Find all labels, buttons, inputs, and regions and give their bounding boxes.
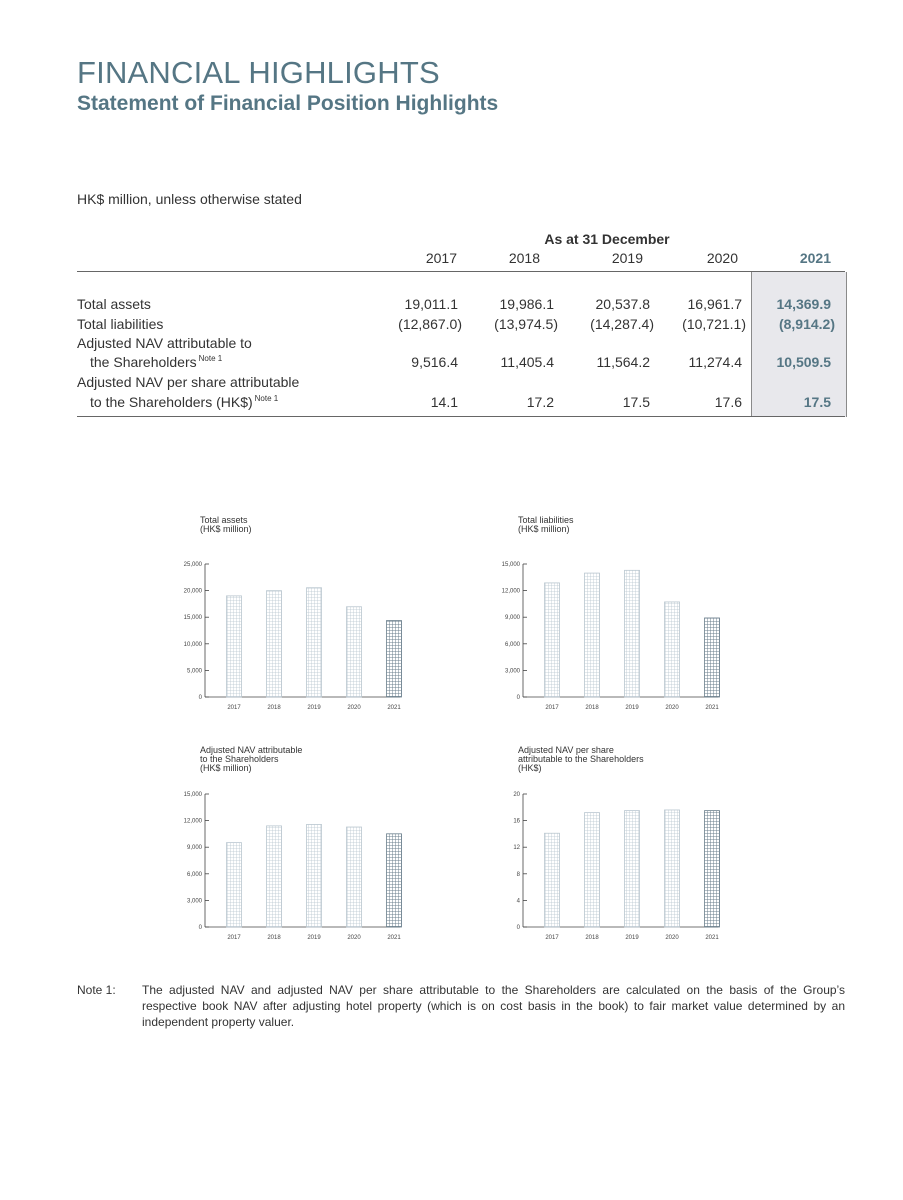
bar-2019 [307, 588, 322, 697]
row-label: Total assets [77, 296, 151, 312]
x-tick-label: 2017 [545, 705, 559, 711]
bar-chart-svg [155, 516, 445, 716]
x-tick-label: 2019 [625, 935, 639, 941]
note-ref: Note 1 [254, 394, 279, 403]
table-cell: 17.2 [526, 394, 554, 410]
y-tick-label: 0 [516, 925, 520, 931]
table-cell-highlight: 10,509.5 [776, 354, 831, 370]
table-cell-highlight: 17.5 [803, 394, 831, 410]
year-header: 2019 [611, 250, 643, 266]
table-cell: 11,564.2 [596, 354, 650, 370]
bar-2018 [585, 813, 600, 927]
x-tick-label: 2017 [227, 935, 241, 941]
x-tick-label: 2021 [387, 705, 401, 711]
table-cell: 16,961.7 [687, 296, 742, 312]
bar-2018 [267, 826, 282, 927]
bar-2018 [585, 573, 600, 697]
bar-2021 [705, 618, 720, 697]
page-title: FINANCIAL HIGHLIGHTS [77, 55, 440, 90]
table-cell: 20,537.8 [595, 296, 650, 312]
chart-title: Adjusted NAV attributable to the Shareholders (HK$ million) [200, 745, 303, 773]
y-tick-label: 10,000 [183, 641, 202, 648]
table-cell: 19,986.1 [499, 296, 554, 312]
bar-chart-svg [473, 746, 763, 946]
table-cell: 9,516.4 [411, 354, 458, 370]
y-tick-label: 20,000 [183, 588, 202, 595]
y-tick-label: 4 [516, 898, 520, 905]
x-tick-label: 2020 [665, 935, 679, 941]
bar-2019 [625, 811, 640, 927]
x-tick-label: 2020 [347, 705, 361, 711]
x-tick-label: 2020 [665, 705, 679, 711]
x-tick-label: 2017 [227, 705, 241, 711]
y-tick-label: 15,000 [183, 792, 202, 798]
x-tick-label: 2019 [625, 705, 639, 711]
chart-title: Adjusted NAV per share attributable to the Shareholders (HK$) [518, 745, 644, 773]
row-label: the Shareholders $^{Note 1}$ [90, 354, 223, 370]
x-tick-label: 2018 [267, 935, 281, 941]
bar-2021 [387, 621, 402, 697]
bar-2017 [227, 843, 242, 927]
x-tick-label: 2019 [307, 935, 321, 941]
x-tick-label: 2018 [267, 705, 281, 711]
x-tick-label: 2021 [705, 935, 719, 941]
table-cell: 17.6 [714, 394, 742, 410]
note-ref: Note 1 [198, 354, 223, 363]
chart-title: Total assets (HK$ million) [200, 515, 252, 534]
row-label: to the Shareholders (HK$) $^{Note 1}$ [90, 394, 279, 410]
footnote-text: The adjusted NAV and adjusted NAV per share attributable to the Shareholders are calculated on the basis of the Group’s respective book NAV after adjusting hotel property (which is on cost basis in the book) to fair market value determined by an independent property valuer. [142, 983, 845, 1029]
chart-total-assets [155, 516, 445, 716]
table-cell: 17.5 [622, 394, 650, 410]
bar-2020 [347, 607, 362, 697]
bar-2018 [267, 591, 282, 697]
y-tick-label: 0 [516, 695, 520, 701]
unit-note: HK$ million, unless otherwise stated [77, 191, 302, 207]
table-cell-highlight: (8,914.2) [778, 316, 835, 332]
bar-2019 [307, 824, 322, 927]
chart-adjusted-nav-per-share [473, 746, 763, 946]
year-header: 2018 [508, 250, 540, 266]
y-tick-label: 15,000 [183, 615, 202, 622]
x-tick-label: 2021 [705, 705, 719, 711]
y-tick-label: 12,000 [501, 588, 520, 595]
y-tick-label: 0 [198, 695, 202, 701]
row-label: Total liabilities [77, 316, 164, 332]
x-tick-label: 2017 [545, 935, 559, 941]
x-tick-label: 2020 [347, 935, 361, 941]
table-cell: (12,867.0) [398, 316, 462, 332]
footnote-label: Note 1: [77, 983, 116, 997]
y-tick-label: 3,000 [504, 668, 520, 675]
table-cell: (13,974.5) [494, 316, 558, 332]
year-header: 2020 [706, 250, 738, 266]
bar-chart-svg [473, 516, 763, 716]
chart-adjusted-nav [155, 746, 445, 946]
bar-2020 [347, 827, 362, 927]
bar-2020 [665, 602, 680, 697]
chart-title: Total liabilities (HK$ million) [518, 515, 574, 534]
x-tick-label: 2018 [585, 705, 599, 711]
y-tick-label: 8 [516, 871, 520, 878]
y-tick-label: 5,000 [186, 668, 202, 675]
x-tick-label: 2019 [307, 705, 321, 711]
y-tick-label: 15,000 [501, 562, 520, 568]
y-tick-label: 6,000 [186, 871, 202, 878]
chart-total-liabilities [473, 516, 763, 716]
y-tick-label: 6,000 [504, 641, 520, 648]
bar-2017 [227, 596, 242, 697]
y-tick-label: 9,000 [504, 615, 520, 622]
table-cell: 11,405.4 [500, 354, 554, 370]
y-tick-label: 9,000 [186, 845, 202, 852]
bar-chart-svg [155, 746, 445, 946]
bar-2021 [387, 834, 402, 927]
bar-2017 [545, 583, 560, 697]
page-subtitle: Statement of Financial Position Highlights [77, 92, 499, 115]
table-cell: (10,721.1) [682, 316, 746, 332]
row-label: Adjusted NAV per share attributable [77, 374, 300, 390]
y-tick-label: 12,000 [183, 818, 202, 825]
table-cell: 11,274.4 [688, 354, 742, 370]
table-cell: 14.1 [430, 394, 458, 410]
y-tick-label: 3,000 [186, 898, 202, 905]
table-cell-highlight: 14,369.9 [776, 296, 831, 312]
group-header: As at 31 December [544, 231, 670, 247]
table-cell: 19,011.1 [404, 296, 458, 312]
year-header-highlight: 2021 [799, 250, 831, 266]
bar-2019 [625, 570, 640, 697]
y-tick-label: 0 [198, 925, 202, 931]
bar-2020 [665, 810, 680, 927]
y-tick-label: 20 [513, 792, 520, 798]
financial-table [77, 228, 845, 418]
table-rule-bottom [77, 416, 845, 417]
y-tick-label: 25,000 [183, 562, 202, 568]
table-rule-top [77, 271, 845, 272]
x-tick-label: 2021 [387, 935, 401, 941]
year-header: 2017 [425, 250, 457, 266]
y-tick-label: 16 [513, 818, 520, 825]
y-tick-label: 12 [513, 845, 520, 852]
table-cell: (14,287.4) [590, 316, 654, 332]
bar-2017 [545, 833, 560, 927]
bar-2021 [705, 811, 720, 927]
row-label: Adjusted NAV attributable to [77, 335, 252, 351]
x-tick-label: 2018 [585, 935, 599, 941]
